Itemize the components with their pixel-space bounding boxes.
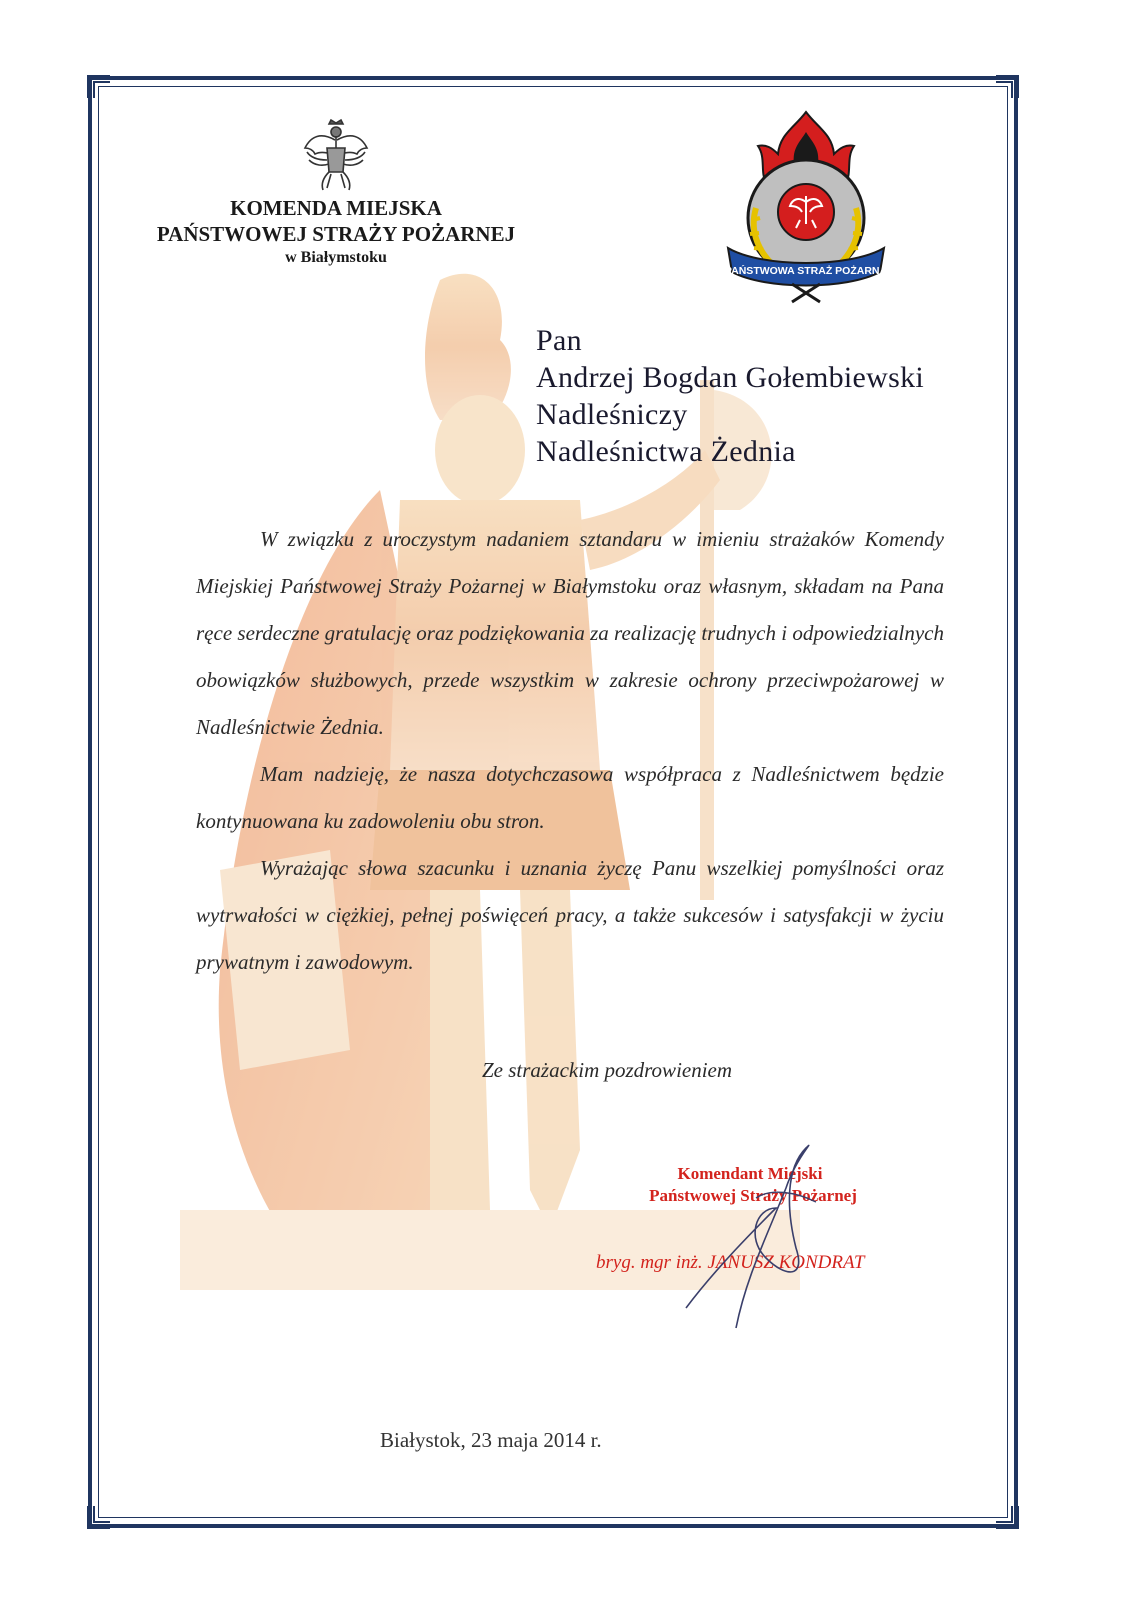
- institution-name-line2: PAŃSTWOWEJ STRAŻY POŻARNEJ: [156, 222, 516, 246]
- institution-city: w Białymstoku: [285, 249, 387, 266]
- signatory-name: bryg. mgr inż. JANUSZ KONDRAT: [596, 1252, 865, 1273]
- institution-name-line1: KOMENDA MIEJSKA: [230, 196, 442, 220]
- signatory-title-line2: Państwowej Straży Pożarnej: [649, 1186, 857, 1205]
- emblem-ribbon-text: PAŃSTWOWA STRAŻ POŻARNA: [724, 265, 888, 277]
- corner-ornament-icon: [994, 1504, 1020, 1530]
- psp-emblem-icon: [722, 108, 890, 308]
- recipient-institution: Nadleśnictwa Żednia: [536, 435, 796, 468]
- recipient-salutation: Pan: [536, 324, 582, 357]
- letter-paragraph: Wyrażając słowa szacunku i uznania życzę Panu wszelkiej pomyślności oraz wytrwałości w ciężkiej, pełnej poświęceń pracy, a także sukcesów i satysfakcji w życiu prywatnym i zawodowym.: [196, 856, 944, 974]
- recipient-position: Nadleśniczy: [536, 398, 688, 431]
- recipient-name: Andrzej Bogdan Gołembiewski: [536, 361, 925, 394]
- letter-paragraph: Mam nadzieję, że nasza dotychczasowa współpraca z Nadleśnictwem będzie kontynuowana ku zadowoleniu obu stron.: [196, 762, 944, 833]
- recipient-block: [536, 322, 924, 470]
- corner-ornament-icon: [86, 1504, 112, 1530]
- letter-paragraph: W związku z uroczystym nadaniem sztandaru w imieniu strażaków Komendy Miejskiej Państwowej Straży Pożarnej w Białymstoku oraz własnym, składam na Pana ręce serdeczne gratulację oraz podziękowania za realizację trudnych i odpowiedzialnych obowiązków służbowych, przede wszystkim w zakresie ochrony przeciwpożarowej w Nadleśnictwie Żednia.: [196, 527, 944, 739]
- letter-closing: Ze strażackim pozdrowieniem: [482, 1058, 733, 1082]
- letter-body: [196, 516, 944, 986]
- place-and-date: Białystok, 23 maja 2014 r.: [380, 1428, 602, 1452]
- corner-ornament-icon: [994, 74, 1020, 100]
- signatory-title-line1: Komendant Miejski: [677, 1164, 823, 1183]
- handwritten-signature: [676, 1128, 826, 1338]
- polish-eagle-icon: [301, 118, 371, 194]
- corner-ornament-icon: [86, 74, 112, 100]
